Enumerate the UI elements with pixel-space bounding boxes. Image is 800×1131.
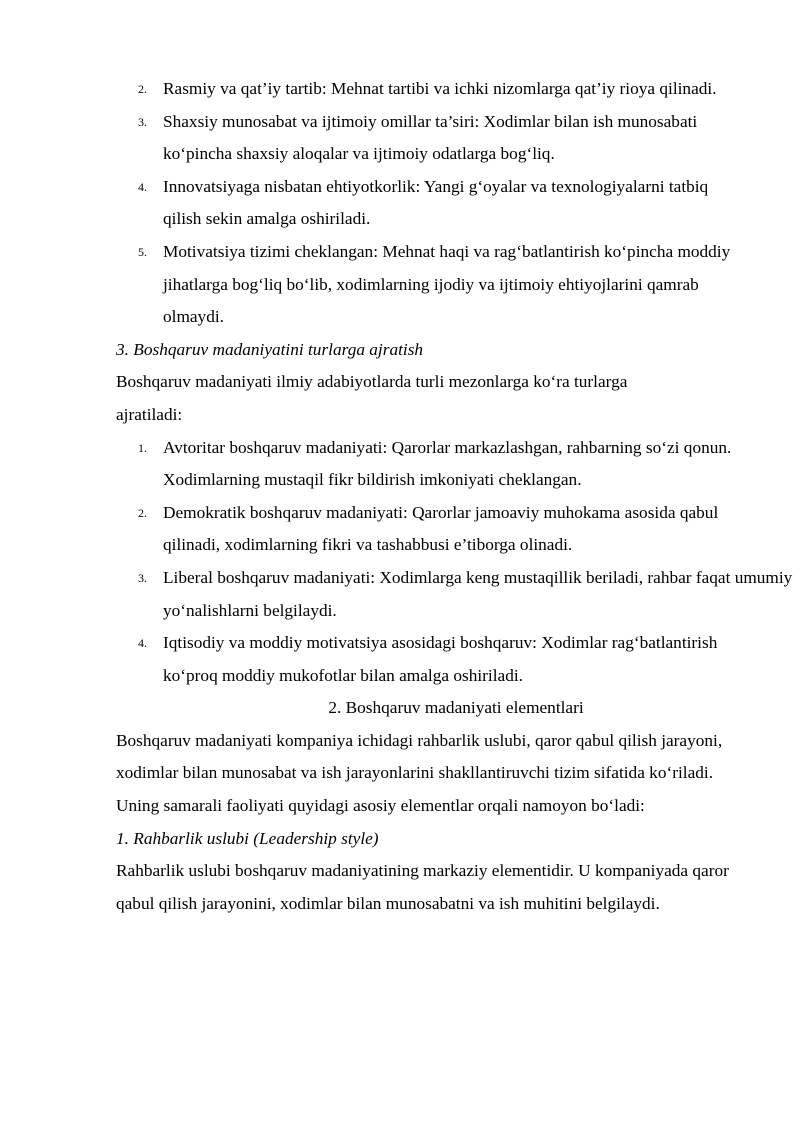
- list-item: [116, 171, 743, 236]
- numbered-list-characteristics: [116, 73, 756, 334]
- numbered-list-types: [116, 432, 793, 693]
- list-item: [116, 497, 758, 562]
- paragraph: Boshqaruv madaniyati ilmiy adabiyotlarda turli mezonlarga ko‘ra turlarga ajratiladi:: [116, 372, 628, 424]
- list-item-text: Shaxsiy munosabat va ijtimoiy omillar ta’siri: Xodimlar bilan ish munosabati ko‘pincha shaxsiy aloqalar va ijtimoiy odatlarga bog‘liq.: [163, 111, 698, 164]
- list-item: [116, 106, 723, 171]
- list-item-number: 2.: [138, 82, 147, 96]
- section-heading: 3. Boshqaruv madaniyatini turlarga ajratish: [116, 339, 424, 359]
- list-item: [116, 627, 743, 692]
- paragraph: Boshqaruv madaniyati kompaniya ichidagi rahbarlik uslubi, qaror qabul qilish jarayoni, xodimlar bilan munosabat va ish jarayonlarini shakllantiruvchi tizim sifatida ko‘riladi. Uning samarali faoliyati quyidagi asosiy elementlar orqali namoyon bo‘ladi:: [116, 730, 723, 816]
- centered-heading: 2. Boshqaruv madaniyati elementlari: [328, 698, 584, 718]
- list-item-text: Motivatsiya tizimi cheklangan: Mehnat haqi va rag‘batlantirish ko‘pincha moddiy jihatlarga bog‘liq bo‘lib, xodimlarning ijodiy va ijtimoiy ehtiyojlarini qamrab olmaydi.: [163, 241, 731, 327]
- list-item-text: Demokratik boshqaruv madaniyati: Qarorlar jamoaviy muhokama asosida qabul qilinadi, xodimlarning fikri va tashabbusi e’tiborga olinadi.: [163, 502, 719, 555]
- list-item: [116, 236, 743, 334]
- list-item-text: Iqtisodiy va moddiy motivatsiya asosidagi boshqaruv: Xodimlar rag‘batlantirish ko‘proq moddiy mukofotlar bilan amalga oshiriladi.: [163, 633, 718, 685]
- list-item-number: 4.: [138, 636, 147, 651]
- list-item-text: Innovatsiyaga nisbatan ehtiyotkorlik: Yangi g‘oyalar va texnologiyalarni tatbiq qilish sekin amalga oshiriladi.: [163, 176, 709, 229]
- list-item-number: 2.: [138, 505, 147, 520]
- page-content: [116, 73, 793, 920]
- list-item-number: 3.: [138, 570, 147, 585]
- list-item-number: 3.: [138, 114, 147, 129]
- list-item: [116, 73, 748, 106]
- subsection-heading: 1. Rahbarlik uslubi (Leadership style): [116, 828, 379, 848]
- list-item-number: 1.: [138, 440, 147, 455]
- list-item-text: Rasmiy va qat’iy tartib: Mehnat tartibi va ichki nizomlarga qat’iy rioya qilinadi.: [163, 79, 717, 98]
- list-item-number: 5.: [138, 244, 147, 259]
- list-item-number: 4.: [138, 179, 147, 194]
- list-item-text: Avtoritar boshqaruv madaniyati: Qarorlar markazlashgan, rahbarning so‘zi qonun. Xodimlarning mustaqil fikr bildirish imkoniyati cheklangan.: [163, 437, 732, 490]
- list-item-text: Liberal boshqaruv madaniyati: Xodimlarga keng mustaqillik beriladi, rahbar faqat umumiy yo‘nalishlarni belgilaydi.: [163, 567, 793, 620]
- list-item: [116, 432, 753, 497]
- list-item: [116, 562, 800, 627]
- paragraph: Rahbarlik uslubi boshqaruv madaniyatining markaziy elementidir. U kompaniyada qaror qabul qilish jarayonini, xodimlar bilan munosabatni va ish muhitini belgilaydi.: [116, 861, 729, 913]
